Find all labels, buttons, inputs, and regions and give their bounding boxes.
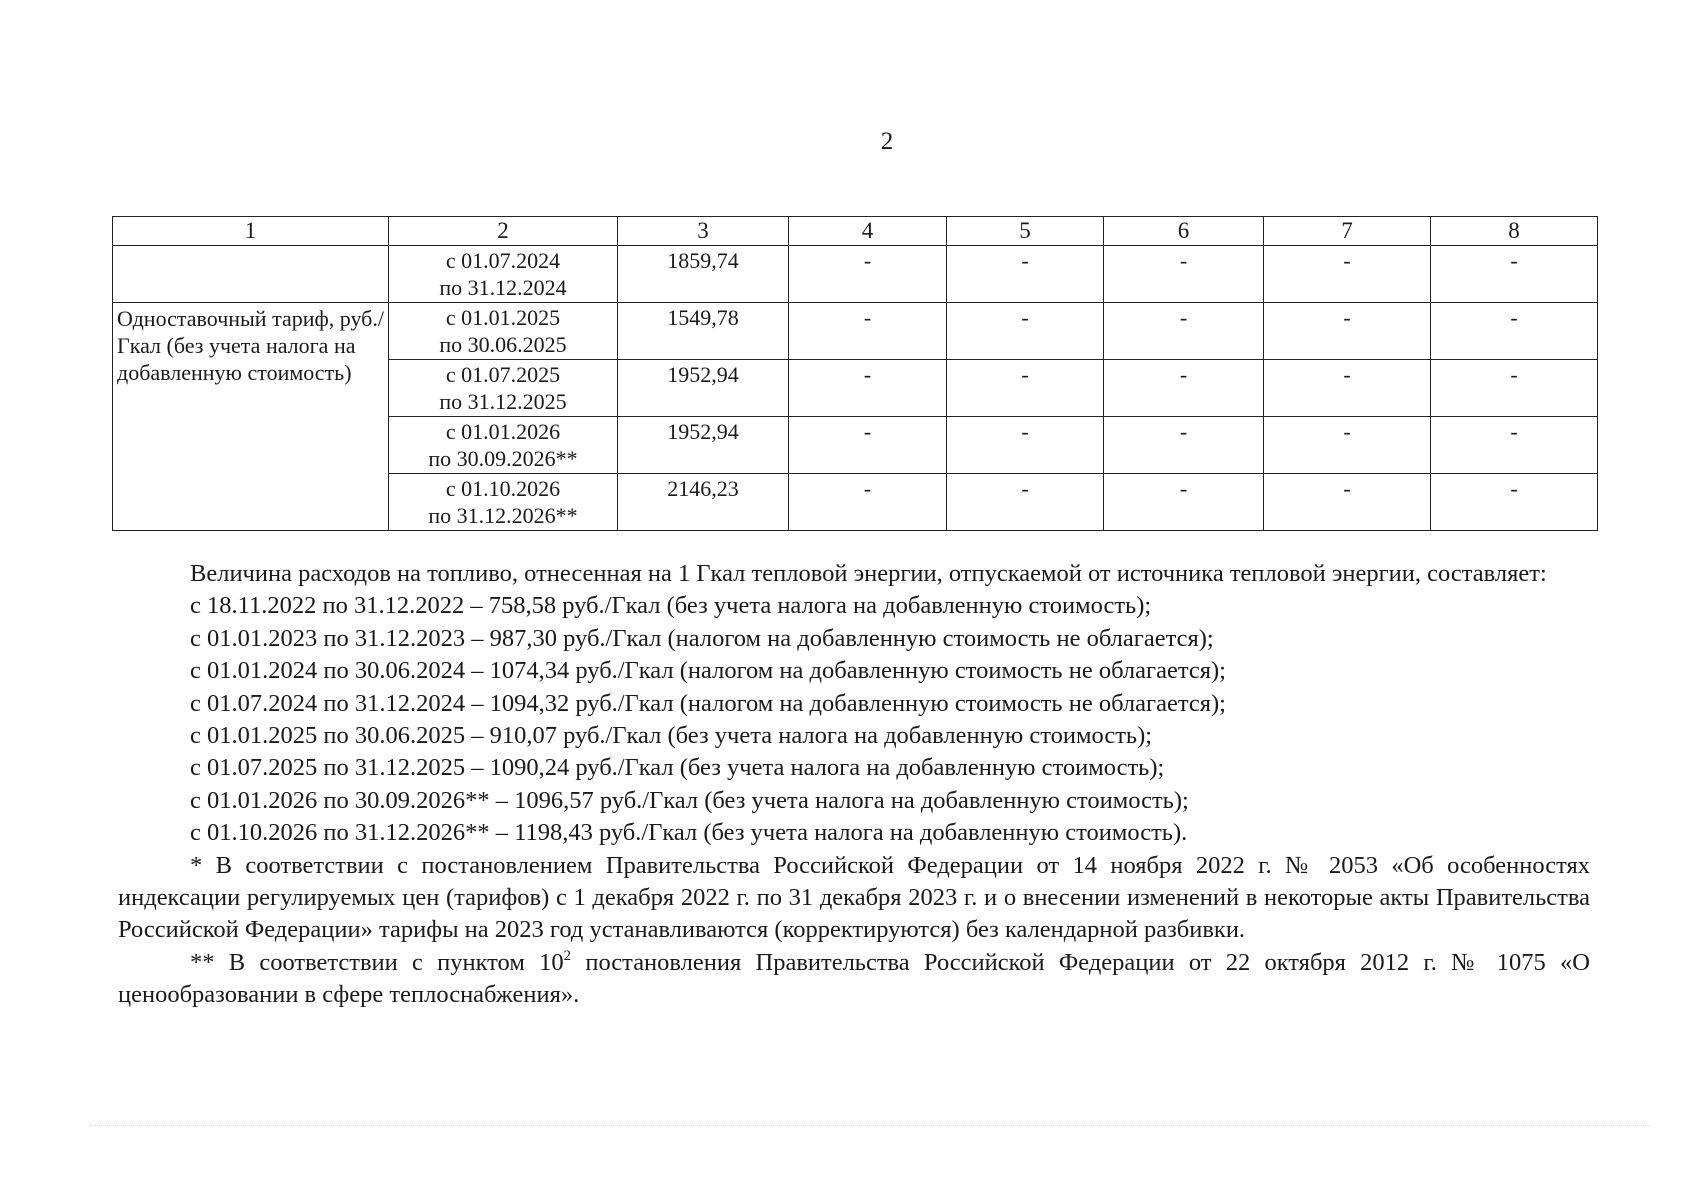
table-row: [113, 303, 1598, 360]
period-cell: [389, 360, 618, 417]
tariff-value: 1952,94: [618, 417, 789, 474]
dash-cell: -: [1431, 474, 1598, 531]
dash-cell: -: [789, 474, 947, 531]
period-from: с 01.07.2025: [445, 362, 561, 387]
period-cell: [389, 303, 618, 360]
dash-cell: -: [947, 303, 1104, 360]
fuel-cost-line: с 01.01.2025 по 30.06.2025 – 910,07 руб./Гкал (без учета налога на добавленную стоимость);: [190, 722, 1153, 750]
period-to: по 30.06.2025: [439, 332, 567, 357]
tariff-label: Одноставочный тариф, руб./Гкал (без учета налога на добавленную стоимость): [113, 303, 389, 531]
tariff-value: 1549,78: [618, 303, 789, 360]
fuel-cost-intro: Величина расходов на топливо, отнесенная на 1 Гкал тепловой энергии, отпускаемой от источника тепловой энергии, составляет:: [190, 560, 1547, 587]
period-from: с 01.07.2024: [445, 248, 561, 273]
dash-cell: -: [789, 360, 947, 417]
footnote-double-star: [118, 947, 1590, 1012]
period-to: по 30.09.2026**: [428, 446, 578, 471]
dash-cell: -: [1264, 246, 1431, 303]
column-header: 5: [947, 217, 1104, 246]
dash-cell: -: [1431, 303, 1598, 360]
dash-cell: -: [789, 303, 947, 360]
column-header: 1: [113, 217, 389, 246]
period-to: по 31.12.2026**: [428, 503, 578, 528]
footnote-2-end: постановления Правительства Российской Федерации от 22 октября 2012 г. № 1075 «О ценообразовании в сфере теплоснабжения».: [118, 948, 1590, 1009]
dash-cell: -: [1104, 417, 1264, 474]
footnote-2-start: ** В соответствии с пунктом 10: [190, 948, 564, 976]
dash-cell: -: [947, 474, 1104, 531]
fuel-cost-line: с 18.11.2022 по 31.12.2022 – 758,58 руб./Гкал (без учета налога на добавленную стоимость);: [190, 592, 1152, 620]
dash-cell: -: [1431, 417, 1598, 474]
fuel-cost-line: с 01.01.2024 по 30.06.2024 – 1074,34 руб./Гкал (налогом на добавленную стоимость не облагается);: [190, 657, 1226, 685]
column-header: 8: [1431, 217, 1598, 246]
dash-cell: -: [947, 360, 1104, 417]
fuel-cost-line: с 01.01.2023 по 31.12.2023 – 987,30 руб./Гкал (налогом на добавленную стоимость не облагается);: [190, 624, 1214, 652]
footnote-single-star: * В соответствии с постановлением Правительства Российской Федерации от 14 ноября 2022 г. № 2053 «Об особенностях индексации регулируемых цен (тарифов) с 1 декабря 2022 г. по 31 декабря 2023 г. и о внесении изменений в некоторые акты Правительства Российской Федерации» тарифы на 2023 год устанавливаются (корректируются) без календарной разбивки.: [118, 851, 1590, 944]
tariff-table: [112, 216, 1598, 531]
scan-artifact-line: [90, 1125, 1650, 1128]
fuel-cost-line: с 01.07.2024 по 31.12.2024 – 1094,32 руб./Гкал (налогом на добавленную стоимость не облагается);: [190, 689, 1226, 717]
period-from: с 01.01.2026: [445, 419, 561, 444]
period-from: с 01.10.2026: [445, 476, 561, 501]
period-cell: [389, 474, 618, 531]
footnote-2-superscript: 2: [563, 947, 572, 964]
dash-cell: -: [1264, 474, 1431, 531]
column-header: 3: [618, 217, 789, 246]
column-header: 7: [1264, 217, 1431, 246]
dash-cell: -: [1104, 303, 1264, 360]
table-header-row: [113, 217, 1598, 246]
fuel-cost-line: с 01.01.2026 по 30.09.2026** – 1096,57 руб./Гкал (без учета налога на добавленную стоимость);: [190, 786, 1189, 814]
dash-cell: -: [1104, 246, 1264, 303]
fuel-cost-line: с 01.10.2026 по 31.12.2026** – 1198,43 руб./Гкал (без учета налога на добавленную стоимость).: [190, 819, 1188, 847]
fuel-cost-line: с 01.07.2025 по 31.12.2025 – 1090,24 руб./Гкал (без учета налога на добавленную стоимость);: [190, 754, 1165, 782]
dash-cell: -: [1264, 417, 1431, 474]
empty-label-cell: [113, 246, 389, 303]
dash-cell: -: [1264, 360, 1431, 417]
tariff-value: 2146,23: [618, 474, 789, 531]
dash-cell: -: [1264, 303, 1431, 360]
column-header: 2: [389, 217, 618, 246]
dash-cell: -: [1431, 360, 1598, 417]
dash-cell: -: [947, 246, 1104, 303]
column-header: 6: [1104, 217, 1264, 246]
dash-cell: -: [947, 417, 1104, 474]
period-cell: [389, 246, 618, 303]
dash-cell: -: [789, 246, 947, 303]
page-number: 2: [880, 128, 894, 155]
period-from: с 01.01.2025: [445, 305, 561, 330]
tariff-value: 1859,74: [618, 246, 789, 303]
tariff-value: 1952,94: [618, 360, 789, 417]
dash-cell: -: [789, 417, 947, 474]
period-to: по 31.12.2024: [439, 275, 567, 300]
period-to: по 31.12.2025: [439, 389, 567, 414]
dash-cell: -: [1431, 246, 1598, 303]
period-cell: [389, 417, 618, 474]
table-row: [113, 246, 1598, 303]
dash-cell: -: [1104, 360, 1264, 417]
column-header: 4: [789, 217, 947, 246]
dash-cell: -: [1104, 474, 1264, 531]
body-text: [118, 558, 1590, 1012]
